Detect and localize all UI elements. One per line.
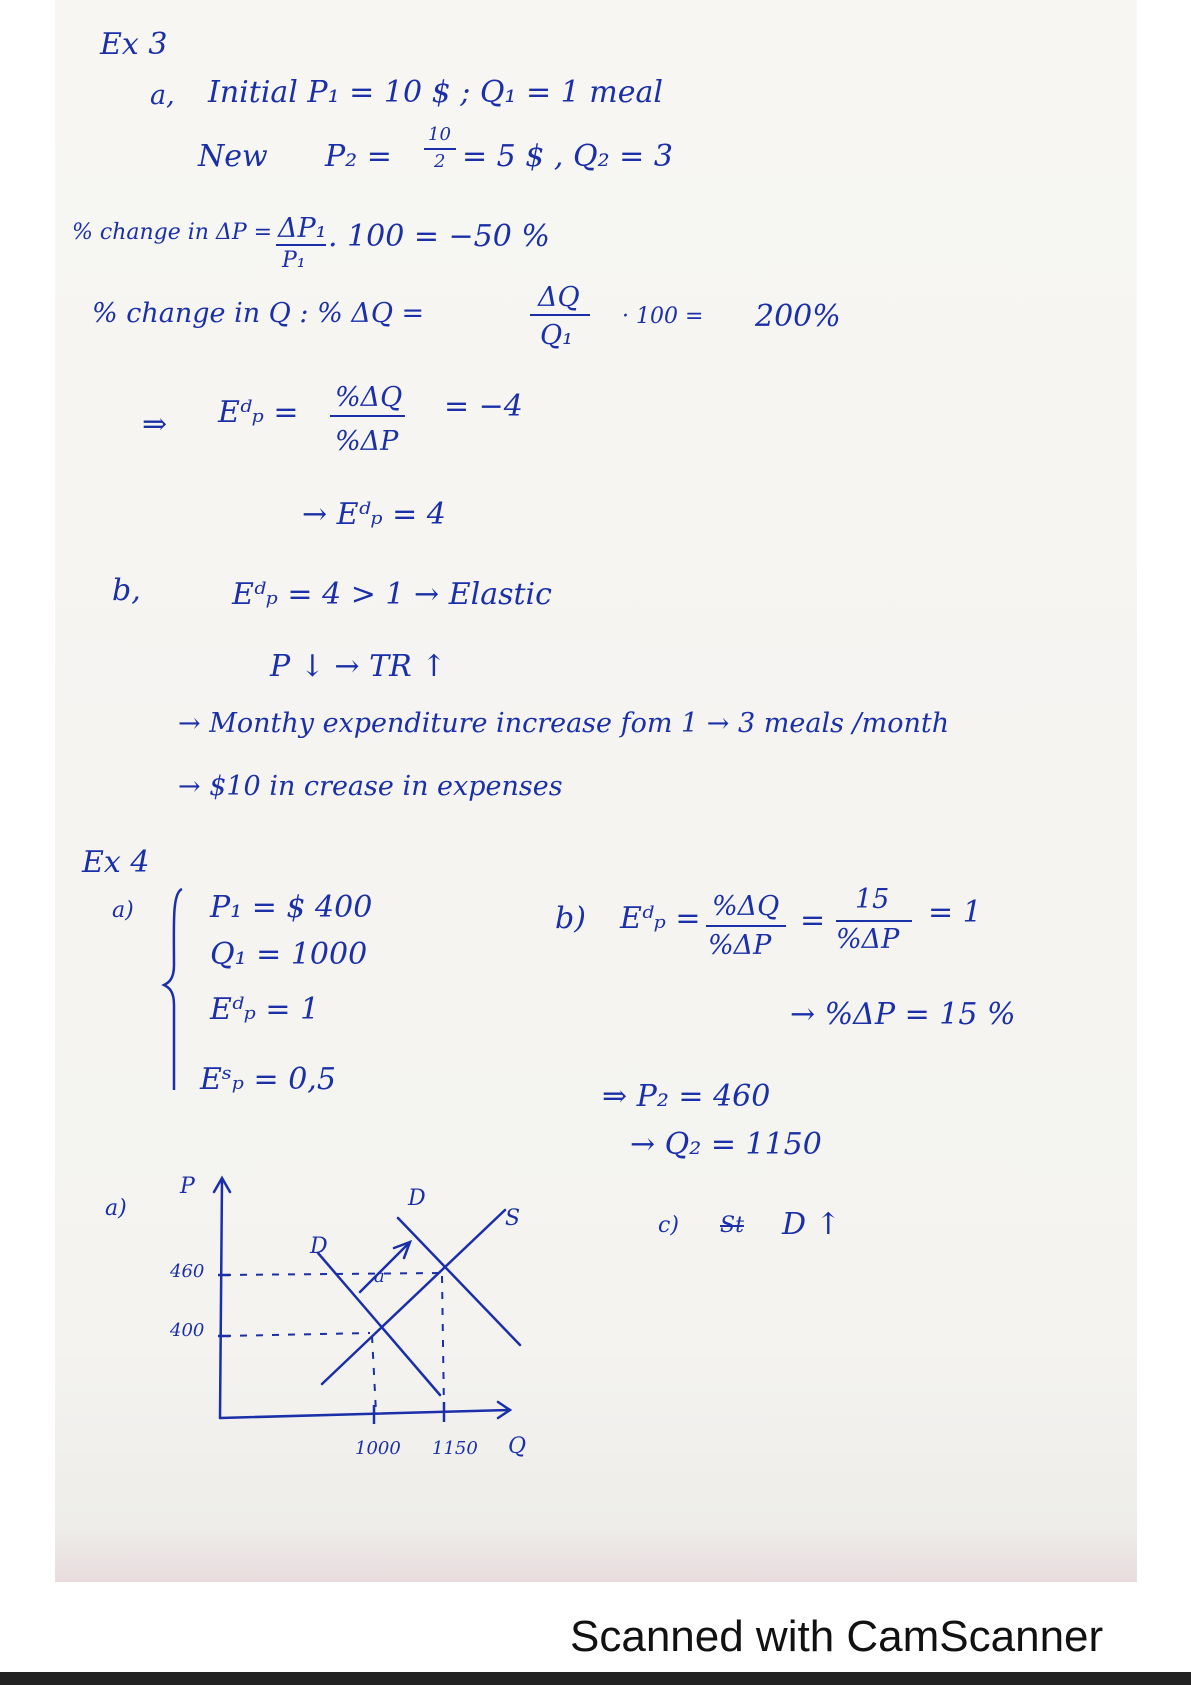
graph-y-axis [220,1180,222,1418]
ex4-c-demand-increase: D ↑ [782,1207,841,1242]
ex3-dq-numerator: ΔQ [538,282,580,313]
ex3-elasticity-value: = −4 [444,389,523,424]
ex3-dp-denominator: P₁ [282,248,306,273]
ex4-b-rhs: = 1 [928,895,982,930]
ex3-b-price-revenue: P ↓ → TR ↑ [270,649,447,684]
guide-line-460 [224,1273,440,1275]
ex4-b-denominator-2: %ΔP [836,924,900,955]
ex4-given-q1: Q₁ = 1000 [210,937,368,972]
ex3-percent-dp-label: % change in ΔP = [72,220,273,245]
graph-x-axis-label: Q [508,1434,527,1459]
ex3-dq-times-100: · 100 = [622,304,704,329]
ex4-b-marker: b) [555,901,586,936]
ex3-initial-values: Initial P₁ = 10 $ ; Q₁ = 1 meal [208,75,663,110]
ex3-b-marker: b, [112,573,141,608]
demand-shift-arrow [360,1244,408,1292]
ex3-percent-dq-label: % change in Q : % ΔQ = [92,298,425,329]
graph-x-axis [220,1410,510,1418]
graph-x-tick-1150: 1150 [432,1438,478,1459]
ex4-given-p1: P₁ = $ 400 [210,890,373,925]
graph-old-demand-label: D [310,1234,328,1259]
ex3-implies-arrow: ⇒ [142,407,168,442]
ex3-a-marker: a, [150,80,175,111]
ex3-b-expense-increase: → $10 in crease in expenses [178,771,563,802]
graph-y-tick-460: 460 [170,1261,205,1282]
graph-x-tick-1000: 1000 [355,1438,401,1459]
new-demand-curve [398,1218,520,1345]
scanner-watermark: Scanned with CamScanner [570,1612,1104,1661]
ex4-b-denominator-1: %ΔP [708,930,772,961]
graph-y-axis-label: P [180,1174,195,1199]
ex3-p2-denominator: 2 [434,151,446,172]
ex4-given-supply-elasticity: Eˢₚ = 0,5 [200,1062,336,1097]
ex3-p2-lhs: P₂ = [325,139,392,174]
graph-marker: a) [105,1196,127,1221]
ex4-b-percent-dp: → %ΔP = 15 % [790,997,1016,1032]
ex4-b-numerator-2: 15 [855,884,890,915]
ex3-elasticity-absolute: → Eᵈₚ = 4 [302,497,446,532]
guide-line-400 [224,1333,370,1336]
ex3-elasticity-lhs: Eᵈₚ = [218,395,299,430]
ex4-b-equals: = [800,903,826,938]
ex4-b-p2: ⇒ P₂ = 460 [602,1079,771,1114]
ex3-elasticity-denominator: %ΔP [335,426,399,457]
ex3-heading: Ex 3 [100,27,168,62]
ex3-dp-result: . 100 = −50 % [328,219,550,254]
graph-supply-label: S [505,1206,521,1231]
ex3-elasticity-numerator: %ΔQ [335,382,403,413]
graph-new-demand-label: D [408,1186,426,1211]
ex3-b-expenditure: → Monthy expenditure increase fom 1 → 3 meals /month [178,708,950,739]
ex4-c-marker: c) [658,1213,679,1238]
ex3-p2-numerator: 10 [428,124,451,145]
ex3-dp-numerator: ΔP₁ [278,213,327,244]
screen-bottom-bar [0,1672,1191,1685]
ex4-b-q2: → Q₂ = 1150 [630,1127,822,1162]
ex3-b-elastic: Eᵈₚ = 4 > 1 → Elastic [232,577,552,612]
ex3-p2-result: = 5 $ , Q₂ = 3 [462,139,673,174]
ex4-b-lhs: Eᵈₚ = [620,901,701,936]
graph-y-tick-400: 400 [170,1320,205,1341]
ex4-a-marker: a) [112,898,134,923]
ex3-dq-denominator: Q₁ [540,320,573,351]
ex4-b-numerator-1: %ΔQ [712,891,780,922]
ex4-heading: Ex 4 [82,845,150,880]
ex3-dq-result: 200% [755,299,841,334]
graph-shift-label: a [374,1266,385,1287]
supply-curve [322,1210,505,1384]
ex4-given-demand-elasticity: Eᵈₚ = 1 [210,992,320,1027]
guide-line-1000 [372,1336,376,1412]
ex3-new-label: New [198,139,268,174]
ex4-c-struck-text: St [720,1213,744,1238]
guide-line-1150 [442,1276,444,1410]
